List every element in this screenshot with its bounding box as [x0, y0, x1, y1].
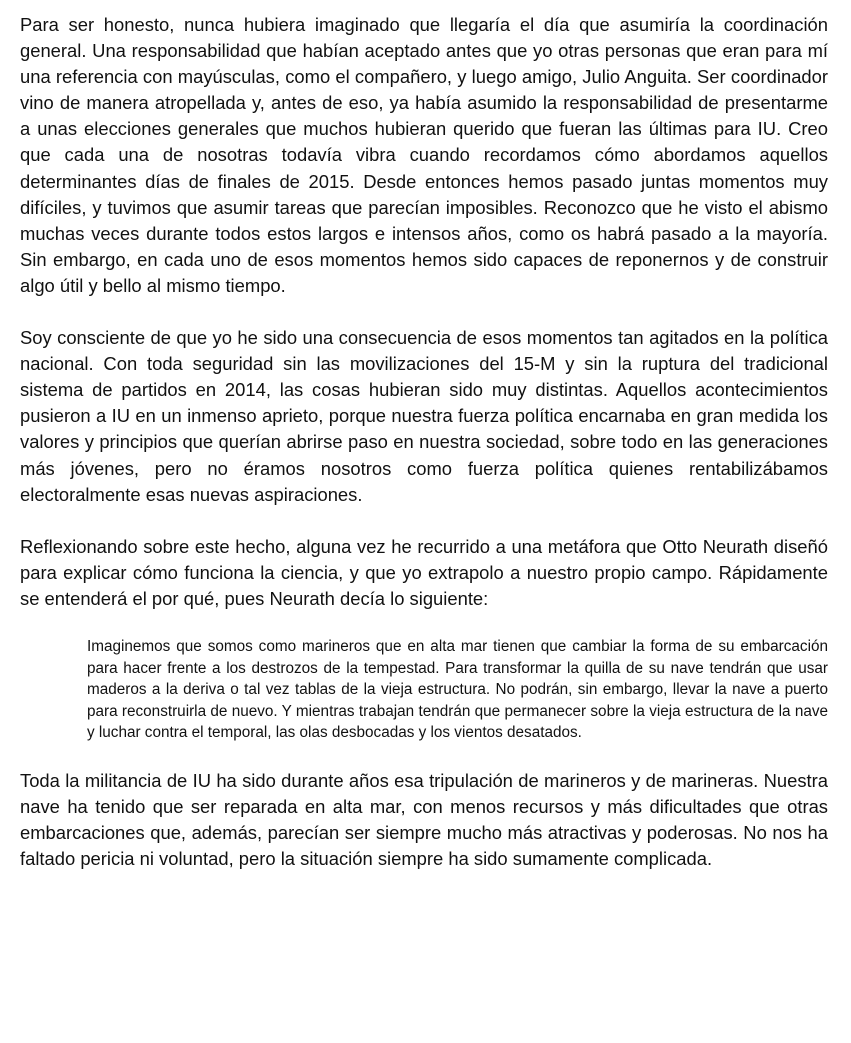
paragraph-political-context: Soy consciente de que yo he sido una consecuencia de esos momentos tan agitados en la política nacional. Con toda seguridad sin las movilizaciones del 15-M y sin la ruptura del tradicional sistema de partidos en 2014, las cosas hubieran sido muy distintas. Aquellos acontecimientos pusieron a IU en un inmenso aprieto, porque nuestra fuerza política encarnaba en gran medida los valores y principios que querían abrirse paso en nuestra sociedad, sobre todo en las generaciones más jóvenes, pero no éramos nosotros como fuerza política quienes rentabilizábamos electoralmente esas nuevas aspiraciones.: [20, 327, 828, 505]
neurath-quote: Imaginemos que somos como marineros que en alta mar tienen que cambiar la forma de su embarcación para hacer frente a los destrozos de la tempestad. Para transformar la quilla de su nave tendrán que usar maderos a la deriva o tal vez tablas de la vieja estructura. No podrán, sin embargo, llevar la nave a puerto para reconstruirla de nuevo. Y mientras trabajan tendrán que permanecer sobre la vieja estructura de la nave y luchar contra el temporal, las olas desbocadas y los vientos desatados.: [87, 637, 828, 742]
paragraph-crew-metaphor: Toda la militancia de IU ha sido durante años esa tripulación de marineros y de marineras. Nuestra nave ha tenido que ser reparada en alta mar, con menos recursos y más dificultades que otras embarcaciones que, además, parecían ser siempre mucho más atractivas y poderosas. No nos ha faltado pericia ni voluntad, pero la situación siempre ha sido sumamente complicada.: [20, 769, 828, 870]
document-page: [20, 12, 828, 872]
paragraph-neurath-intro: Reflexionando sobre este hecho, alguna vez he recurrido a una metáfora que Otto Neurath diseñó para explicar cómo funciona la ciencia, y que yo extrapolo a nuestro propio campo. Rápidamente se entenderá el por qué, pues Neurath decía lo siguiente:: [20, 535, 828, 609]
paragraph-coordination: Para ser honesto, nunca hubiera imaginado que llegaría el día que asumiría la coordinación general. Una responsabilidad que habían aceptado antes que yo otras personas que eran para mí una referencia con mayúsculas, como el compañero, y luego amigo, Julio Anguita. Ser coordinador vino de manera atropellada y, antes de eso, ya había asumido la responsabilidad de presentarme a unas elecciones generales que muchos hubieran querido que fueran las últimas para IU. Creo que cada una de nosotras todavía vibra cuando recordamos cómo abordamos aquellos determinantes días de finales de 2015. Desde entonces hemos pasado juntas momentos muy difíciles, y tuvimos que asumir tareas que parecían imposibles. Reconozco que he visto el abismo muchas veces durante todos estos largos e intensos años, como os habrá pasado a la mayoría. Sin embargo, en cada uno de esos momentos hemos sido capaces de reponernos y de construir algo útil y bello al mismo tiempo.: [20, 14, 828, 296]
